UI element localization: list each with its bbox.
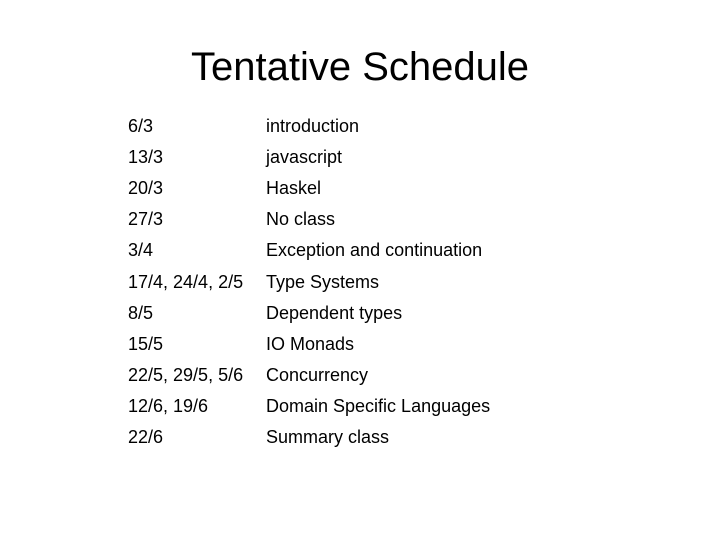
schedule-topic: Type Systems <box>266 271 380 292</box>
schedule-topic: IO Monads <box>266 333 355 354</box>
schedule-date: 3/4 <box>128 240 154 261</box>
schedule-row <box>128 235 648 266</box>
schedule-topic: Summary class <box>266 427 390 448</box>
schedule-row <box>128 266 648 297</box>
schedule-date: 17/4, 24/4, 2/5 <box>128 271 244 292</box>
schedule-date: 6/3 <box>128 115 154 136</box>
schedule-date: 12/6, 19/6 <box>128 396 209 417</box>
schedule-topic: Domain Specific Languages <box>266 396 491 417</box>
schedule-topic: Haskel <box>266 177 322 198</box>
schedule-row <box>128 422 648 453</box>
schedule-row <box>128 141 648 172</box>
schedule-date: 15/5 <box>128 333 164 354</box>
schedule-date: 27/3 <box>128 209 164 230</box>
schedule-date: 8/5 <box>128 302 154 323</box>
schedule-date: 20/3 <box>128 177 164 198</box>
schedule-row <box>128 328 648 359</box>
schedule-row <box>128 297 648 328</box>
schedule-topic: Exception and continuation <box>266 240 483 261</box>
schedule-topic: javascript <box>266 146 343 167</box>
schedule-row <box>128 172 648 203</box>
schedule-row <box>128 391 648 422</box>
schedule-topic: introduction <box>266 115 360 136</box>
schedule-table <box>128 110 648 453</box>
schedule-date: 13/3 <box>128 146 164 167</box>
schedule-row <box>128 204 648 235</box>
slide-title: Tentative Schedule <box>190 45 529 89</box>
schedule-topic: Dependent types <box>266 302 403 323</box>
schedule-row <box>128 110 648 141</box>
schedule-topic: Concurrency <box>266 365 369 386</box>
schedule-date: 22/6 <box>128 427 164 448</box>
schedule-topic: No class <box>266 209 336 230</box>
schedule-date: 22/5, 29/5, 5/6 <box>128 365 244 386</box>
schedule-row <box>128 360 648 391</box>
